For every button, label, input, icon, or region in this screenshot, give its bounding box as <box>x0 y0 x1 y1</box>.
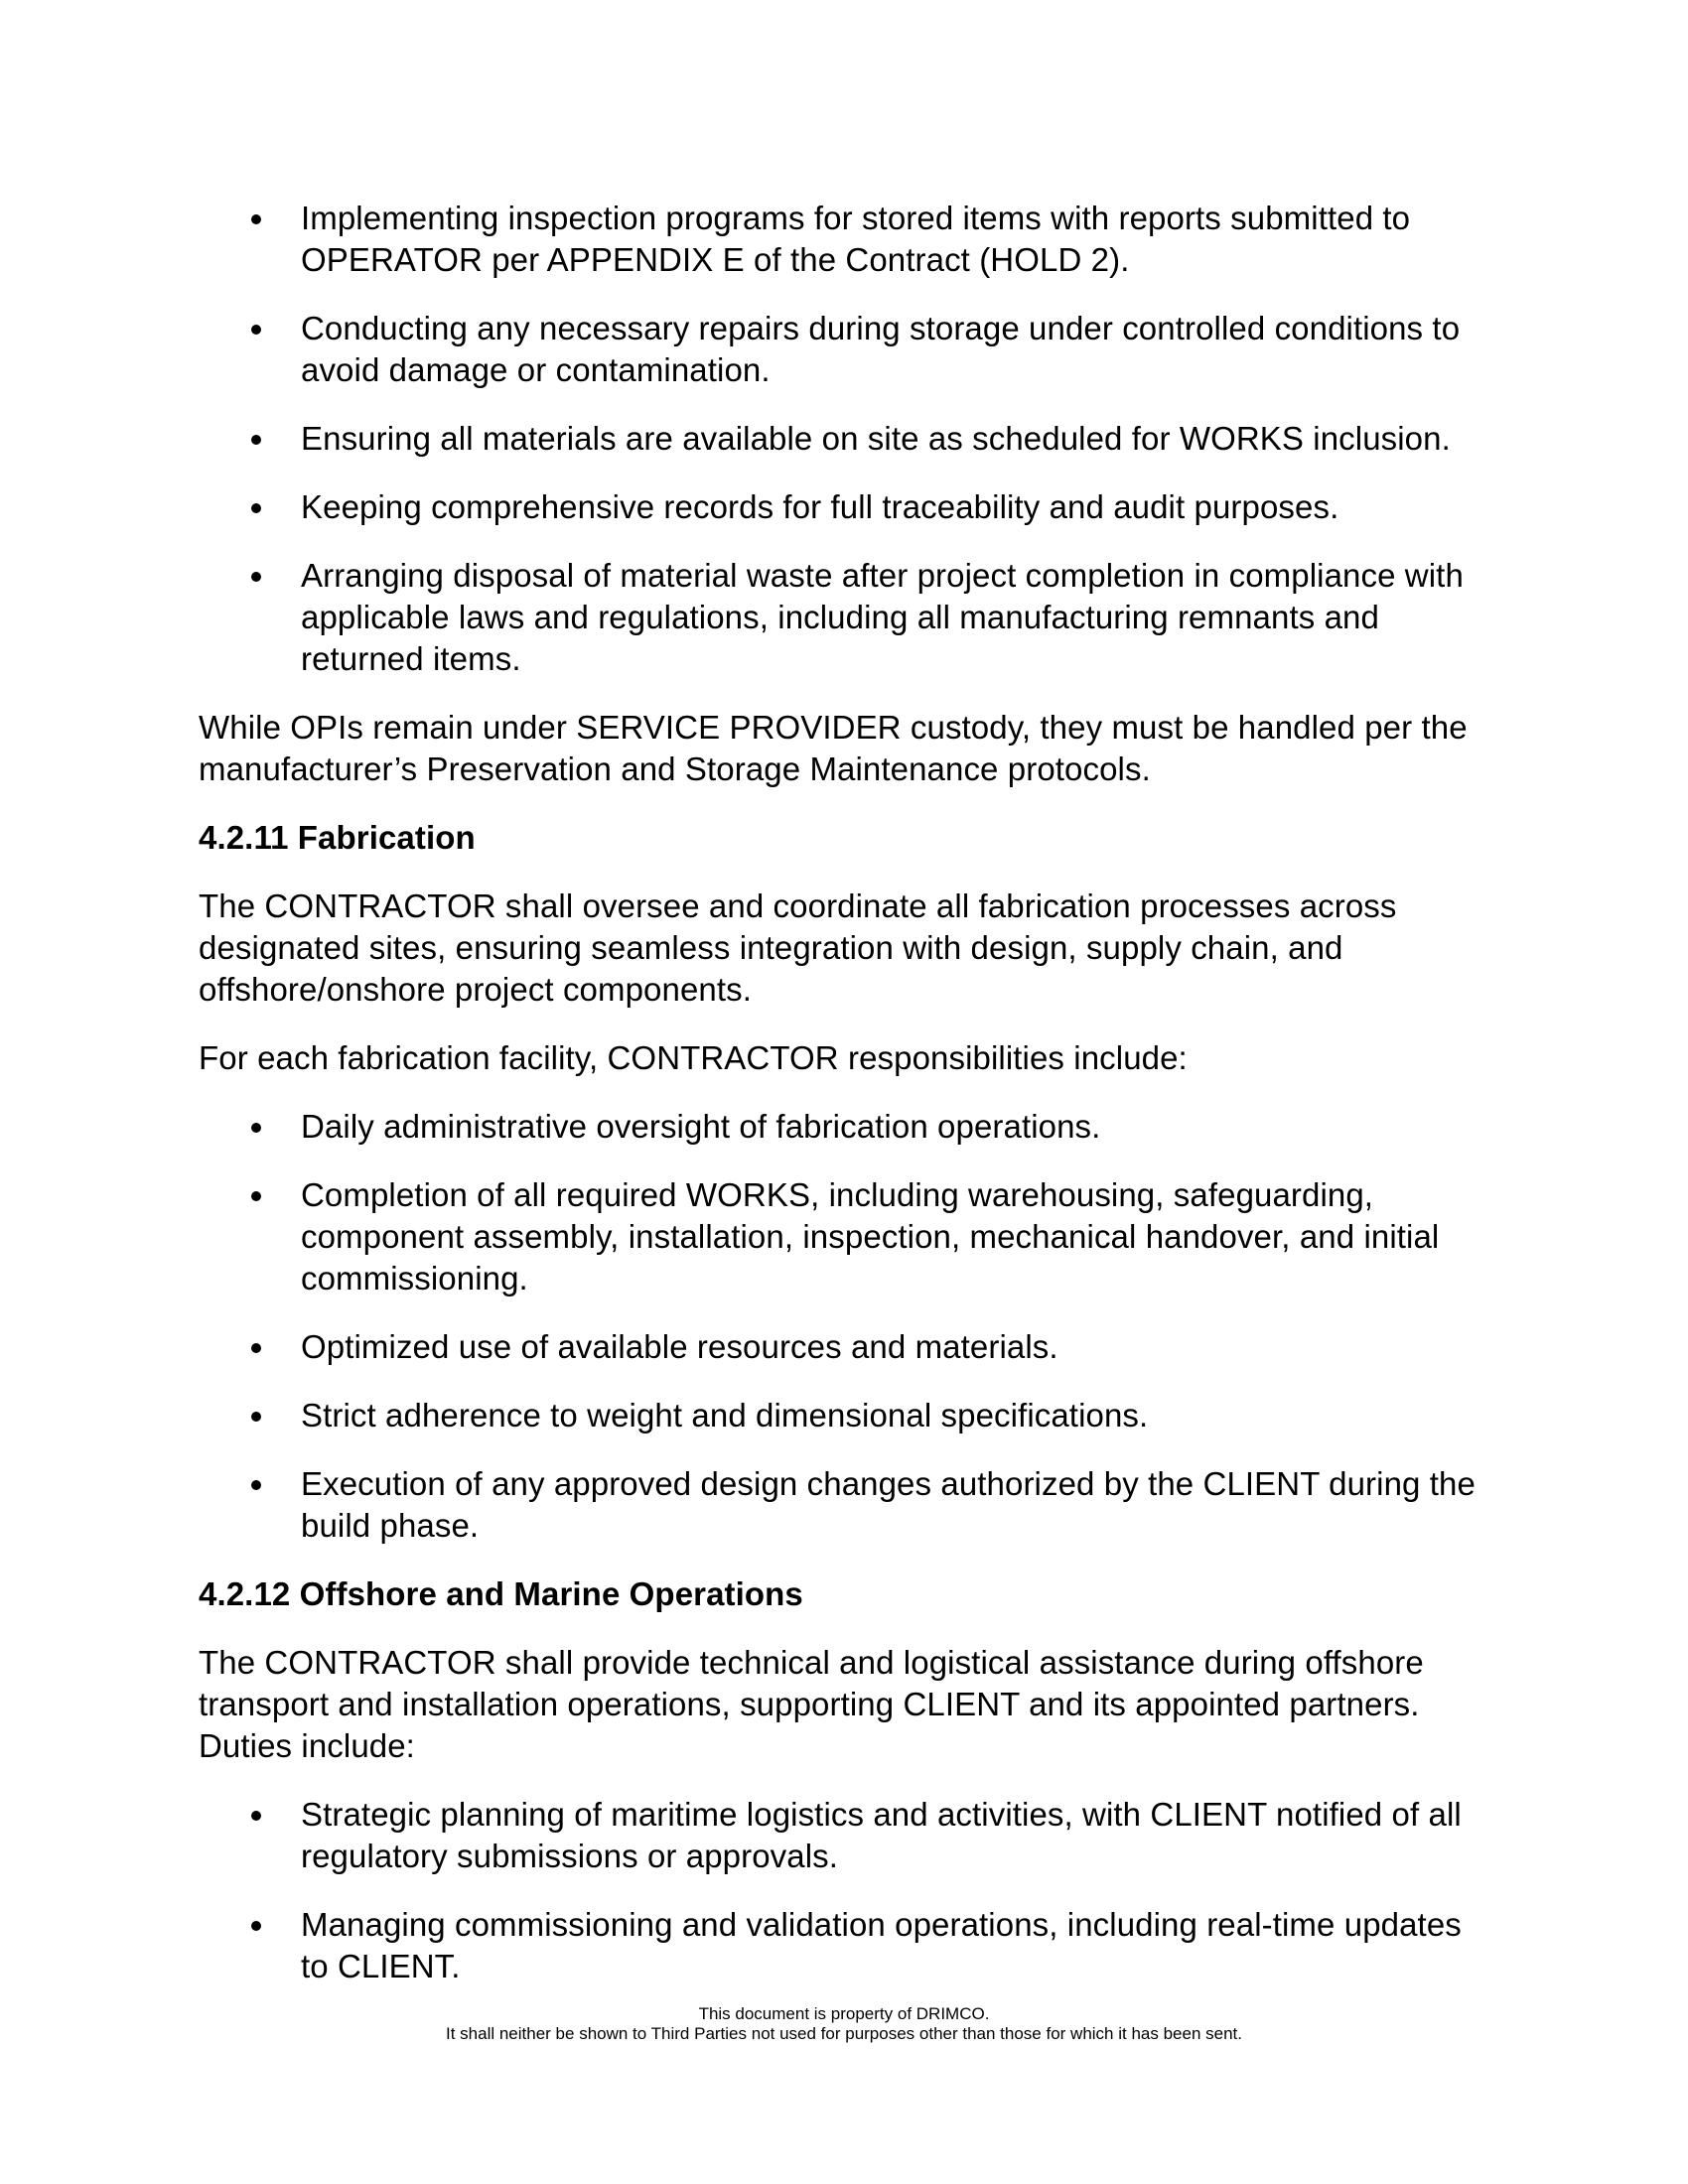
footer-line-2: It shall neither be shown to Third Parties not used for purposes other than those for which it has been sent. <box>446 2024 1242 2043</box>
bullet-item: Ensuring all materials are available on site as scheduled for WORKS inclusion. <box>199 418 1489 460</box>
bullet-item: Optimized use of available resources and materials. <box>199 1326 1489 1368</box>
section-heading-offshore: 4.2.12 Offshore and Marine Operations <box>199 1575 803 1612</box>
section-heading-fabrication: 4.2.11 Fabrication <box>199 819 476 856</box>
page-footer <box>0 2004 1688 2044</box>
paragraph-fabrication-intro: The CONTRACTOR shall oversee and coordinate all fabrication processes across designated sites, ensuring seamless integration with design, supply chain, and offshore/onshore project components. <box>199 887 1397 1008</box>
offshore-bullet-list <box>199 1794 1489 1987</box>
paragraph-fabrication-lead-in: For each fabrication facility, CONTRACTOR responsibilities include: <box>199 1039 1188 1076</box>
bullet-item: Managing commissioning and validation operations, including real-time updates to CLIENT. <box>199 1904 1489 1987</box>
paragraph-offshore-intro: The CONTRACTOR shall provide technical and logistical assistance during offshore transport and installation operations, supporting CLIENT and its appointed partners. Duties include: <box>199 1644 1424 1764</box>
bullet-item: Keeping comprehensive records for full traceability and audit purposes. <box>199 486 1489 528</box>
bullet-item: Arranging disposal of material waste after project completion in compliance with applicable laws and regulations, including all manufacturing remnants and returned items. <box>199 555 1489 680</box>
footer-line-1: This document is property of DRIMCO. <box>698 2004 990 2023</box>
bullet-item: Conducting any necessary repairs during storage under controlled conditions to avoid damage or contamination. <box>199 308 1489 391</box>
fabrication-bullet-list <box>199 1106 1489 1547</box>
page-content <box>199 198 1489 2014</box>
paragraph-storage-note: While OPIs remain under SERVICE PROVIDER custody, they must be handled per the manufacturer’s Preservation and Storage Maintenance protocols. <box>199 709 1468 787</box>
bullet-item: Strict adherence to weight and dimensional specifications. <box>199 1395 1489 1436</box>
bullet-item: Strategic planning of maritime logistics and activities, with CLIENT notified of all regulatory submissions or approvals. <box>199 1794 1489 1877</box>
bullet-item: Execution of any approved design changes authorized by the CLIENT during the build phase. <box>199 1463 1489 1547</box>
bullet-item: Implementing inspection programs for stored items with reports submitted to OPERATOR per APPENDIX E of the Contract (HOLD 2). <box>199 198 1489 281</box>
storage-bullet-list <box>199 198 1489 680</box>
bullet-item: Completion of all required WORKS, including warehousing, safeguarding, component assembly, installation, inspection, mechanical handover, and initial commissioning. <box>199 1174 1489 1299</box>
bullet-item: Daily administrative oversight of fabrication operations. <box>199 1106 1489 1148</box>
